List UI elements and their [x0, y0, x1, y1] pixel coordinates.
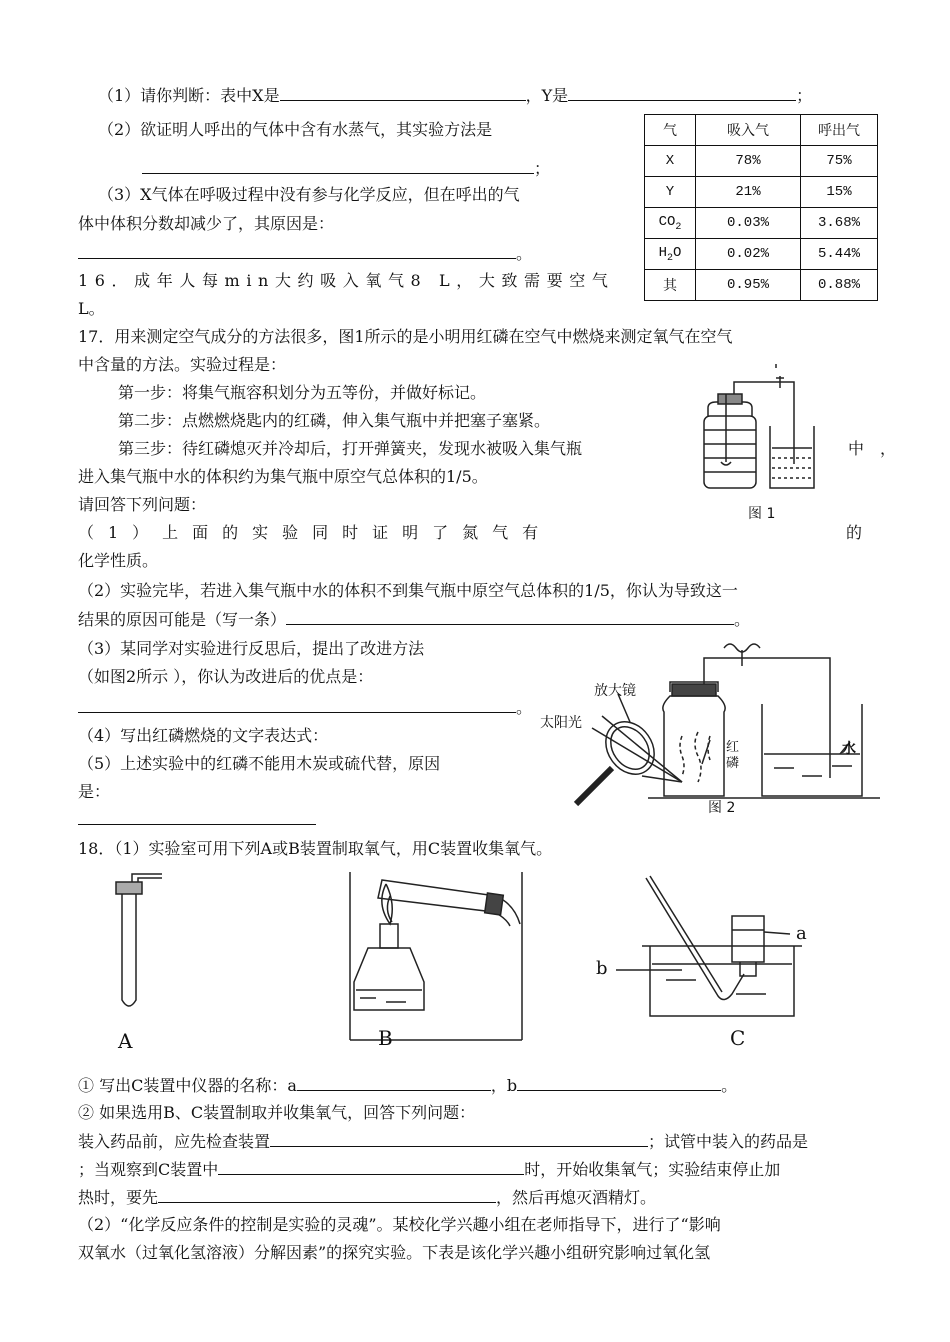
figure-2-label-red-phosphorus: 红磷	[726, 740, 740, 771]
apparatus-c-label-b: b	[596, 958, 608, 979]
table-cell-gas: $H_2O$	[645, 239, 696, 270]
q15-part3-line1: （3）X气体在呼吸过程中没有参与化学反应，但在呼出的气	[98, 185, 520, 204]
table-cell-exhaled: 5.44%	[801, 239, 878, 270]
table-row	[645, 208, 878, 239]
table-cell-inhaled: 21%	[696, 177, 801, 208]
q17-q3-line1: （3）某同学对实验进行反思后，提出了改进方法	[78, 639, 425, 658]
q18-part2-line2: 双氧水（过氧化氢溶液）分解因素”的探究实验。下表是该化学兴趣小组研究影响过氧化氢	[78, 1243, 711, 1262]
table-cell-gas: 其	[645, 270, 696, 301]
q18-sub4: ；当观察到C装置中 时，开始收集氧气；实验结束停止加	[78, 1160, 781, 1179]
q18-part2-line1: （2）“化学反应条件的控制是实验的灵魂”。某校化学兴趣小组在老师指导下，进行了“影响	[78, 1215, 721, 1234]
table-row	[645, 270, 878, 301]
figure-1-apparatus	[696, 364, 826, 524]
q17-q3-answer: 。	[78, 696, 532, 719]
q17-step2: 第二步：点燃燃烧匙内的红磷，伸入集气瓶中并把塞子塞紧。	[118, 411, 551, 430]
q15-part2: （2）欲证明人呼出的气体中含有水蒸气，其实验方法是	[98, 120, 493, 139]
table-cell-inhaled: 0.03%	[696, 208, 801, 239]
answer-blank-b[interactable]	[517, 1074, 721, 1091]
table-cell-exhaled: 3.68%	[801, 208, 878, 239]
q17-step3-end: 中，	[848, 439, 913, 458]
apparatus-a-label: A	[118, 1029, 133, 1053]
figure-1-caption: 图 1	[748, 506, 776, 522]
q17-q2-line2: 结果的原因可能是（写一条） 。	[78, 610, 751, 629]
table-row	[645, 239, 878, 270]
q16-line2: L。	[78, 299, 105, 318]
q15-part3-answer: 。	[78, 242, 532, 265]
apparatus-c-gas-collection	[586, 870, 816, 1030]
table-row	[645, 177, 878, 208]
answer-blank-a[interactable]	[297, 1074, 491, 1091]
figure-2-caption: 图 2	[708, 800, 736, 816]
figure-2-label-water: 水	[842, 741, 856, 757]
table-header-cell: 呼出气	[801, 115, 878, 146]
table-cell-gas: $CO_2$	[645, 208, 696, 239]
apparatus-b-label: B	[378, 1026, 393, 1050]
apparatus-c-label-a: a	[796, 923, 807, 944]
q18-sub2: ② 如果选用B、C装置制取并收集氧气，回答下列问题：	[78, 1103, 476, 1122]
q17-q5-line1: （5）上述实验中的红磷不能用木炭或硫代替，原因	[78, 754, 441, 773]
q17-step3: 第三步：待红磷熄灭并冷却后，打开弹簧夹，发现水被吸入集气瓶	[118, 439, 583, 458]
apparatus-b-heating-setup	[346, 864, 526, 1044]
apparatus-a-test-tube	[106, 868, 166, 1018]
answer-blank-water-vapor[interactable]	[142, 157, 534, 174]
answer-blank-x[interactable]	[280, 84, 526, 101]
q17-q1-end: 的	[846, 523, 863, 542]
figure-2-apparatus	[532, 636, 882, 811]
table-cell-inhaled: 78%	[696, 146, 801, 177]
answer-blank-y[interactable]	[568, 84, 796, 101]
q17-q4: （4）写出红磷燃烧的文字表达式：	[78, 726, 329, 745]
answer-blank-first[interactable]	[158, 1186, 496, 1203]
apparatus-c-label: C	[730, 1026, 746, 1050]
q17-line1: 17．用来测定空气成分的方法很多，图1所示的是小明用红磷在空气中燃烧来测定氧气在空气	[78, 327, 733, 346]
q17-q3-line2: （如图2所示 ），你认为改进后的优点是：	[78, 667, 374, 686]
figure-2-label-magnifier: 放大镜	[594, 683, 636, 699]
q17-q1-line2: 化学性质。	[78, 551, 159, 570]
table-header-row	[645, 115, 878, 146]
answer-blank-reason-q5[interactable]	[78, 808, 316, 825]
table-cell-gas: Y	[645, 177, 696, 208]
q17-step3-line2: 进入集气瓶中水的体积约为集气瓶中原空气总体积的1/5。	[78, 467, 488, 486]
answer-blank-check[interactable]	[270, 1130, 648, 1147]
q17-q1: （1）上面的实验同时证明了氮气有	[78, 523, 553, 542]
table-cell-exhaled: 75%	[801, 146, 878, 177]
table-cell-exhaled: 15%	[801, 177, 878, 208]
gas-composition-table	[644, 114, 878, 301]
q18-sub1: ① 写出C装置中仪器的名称：a ，b 。	[78, 1076, 738, 1095]
answer-blank-reason[interactable]	[78, 242, 516, 259]
answer-blank-observe[interactable]	[218, 1158, 524, 1175]
q18-sub5: 热时，要先 ，然后再熄灭酒精灯。	[78, 1188, 657, 1207]
q17-step1: 第一步：将集气瓶容积划分为五等份，并做好标记。	[118, 383, 487, 402]
table-cell-inhaled: 0.95%	[696, 270, 801, 301]
q18-line1: 18．（1）实验室可用下列A或B装置制取氧气，用C装置收集氧气。	[78, 839, 553, 858]
answer-blank-cause[interactable]	[286, 608, 734, 625]
table-header-cell: 吸入气	[696, 115, 801, 146]
answer-blank-advantage[interactable]	[78, 696, 516, 713]
table-header-cell: 气	[645, 115, 696, 146]
q17-q5-answer	[78, 808, 316, 831]
q15-part1: （1）请你判断：表中X是 ，Y是 ；	[98, 86, 813, 105]
q17-q5-line2: 是：	[78, 782, 111, 801]
q17-ask: 请回答下列问题：	[78, 495, 207, 514]
table-cell-inhaled: 0.02%	[696, 239, 801, 270]
q15-part3-line2: 体中体积分数却减少了，其原因是：	[78, 214, 335, 233]
q18-sub3: 装入药品前，应先检查装置 ；试管中装入的药品是	[78, 1132, 809, 1151]
q15-part2-answer: ；	[142, 157, 550, 180]
table-cell-exhaled: 0.88%	[801, 270, 878, 301]
table-row	[645, 146, 878, 177]
table-cell-gas: X	[645, 146, 696, 177]
q17-line2: 中含量的方法。实验过程是：	[78, 355, 287, 374]
q16-line1: 16．成年人每min大约吸入氧气8 L，大致需要空气	[78, 271, 615, 290]
figure-2-label-sunlight: 太阳光	[540, 715, 582, 731]
q17-q2-line1: （2）实验完毕，若进入集气瓶中水的体积不到集气瓶中原空气总体积的1/5，你认为导致这一	[78, 581, 738, 600]
